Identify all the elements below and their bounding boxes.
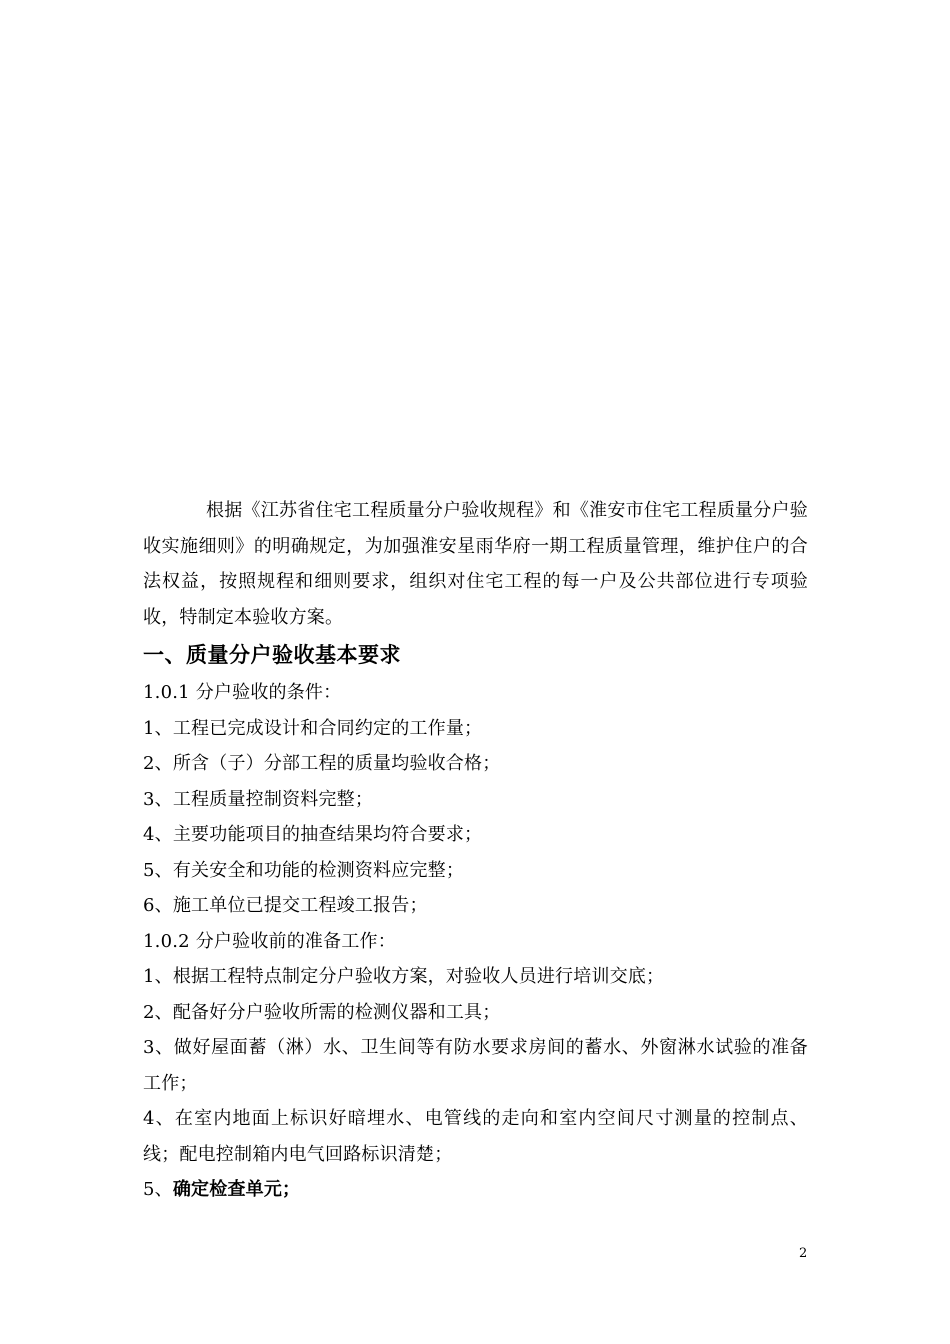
list-item: 2、所含（子）分部工程的质量均验收合格； xyxy=(143,753,501,774)
subsection-title-conditions: 1.0.1 分户验收的条件： xyxy=(143,682,342,703)
list-item: 3、做好屋面蓄（淋）水、卫生间等有防水要求房间的蓄水、外窗淋水试验的准备工作； xyxy=(143,1037,808,1094)
list-item-5-bold-text: 确定检查单元； xyxy=(172,1179,301,1200)
list-item: 1、工程已完成设计和合同约定的工作量； xyxy=(143,717,483,739)
document-body xyxy=(143,493,808,1208)
section-heading: 一、质量分户验收基本要求 xyxy=(143,642,401,667)
list-item-5 xyxy=(143,1172,808,1208)
subsection-title-preparation: 1.0.2 分户验收前的准备工作： xyxy=(143,930,396,952)
list-item: 5、有关安全和功能的检测资料应完整； xyxy=(143,859,465,881)
list-item-5-prefix: 5、 xyxy=(143,1179,173,1200)
list-item: 4、在室内地面上标识好暗埋水、电管线的走向和室内空间尺寸测量的控制点、线；配电控制箱内电气回路标识清楚； xyxy=(143,1108,808,1165)
page-number: 2 xyxy=(799,1246,808,1261)
list-item: 1、根据工程特点制定分户验收方案，对验收人员进行培训交底； xyxy=(143,966,665,987)
intro-paragraph: 根据《江苏省住宅工程质量分户验收规程》和《淮安市住宅工程质量分户验收实施细则》的明确规定，为加强淮安星雨华府一期工程质量管理，维护住户的合法权益，按照规程和细则要求，组织对住宅工程的每一户及公共部位进行专项验收，特制定本验收方案。 xyxy=(143,500,808,628)
list-item: 2、配备好分户验收所需的检测仪器和工具； xyxy=(143,1001,501,1023)
list-item: 6、施工单位已提交工程竣工报告； xyxy=(143,895,428,916)
list-item: 4、主要功能项目的抽查结果均符合要求； xyxy=(143,824,483,845)
list-item: 3、工程质量控制资料完整； xyxy=(143,788,374,810)
